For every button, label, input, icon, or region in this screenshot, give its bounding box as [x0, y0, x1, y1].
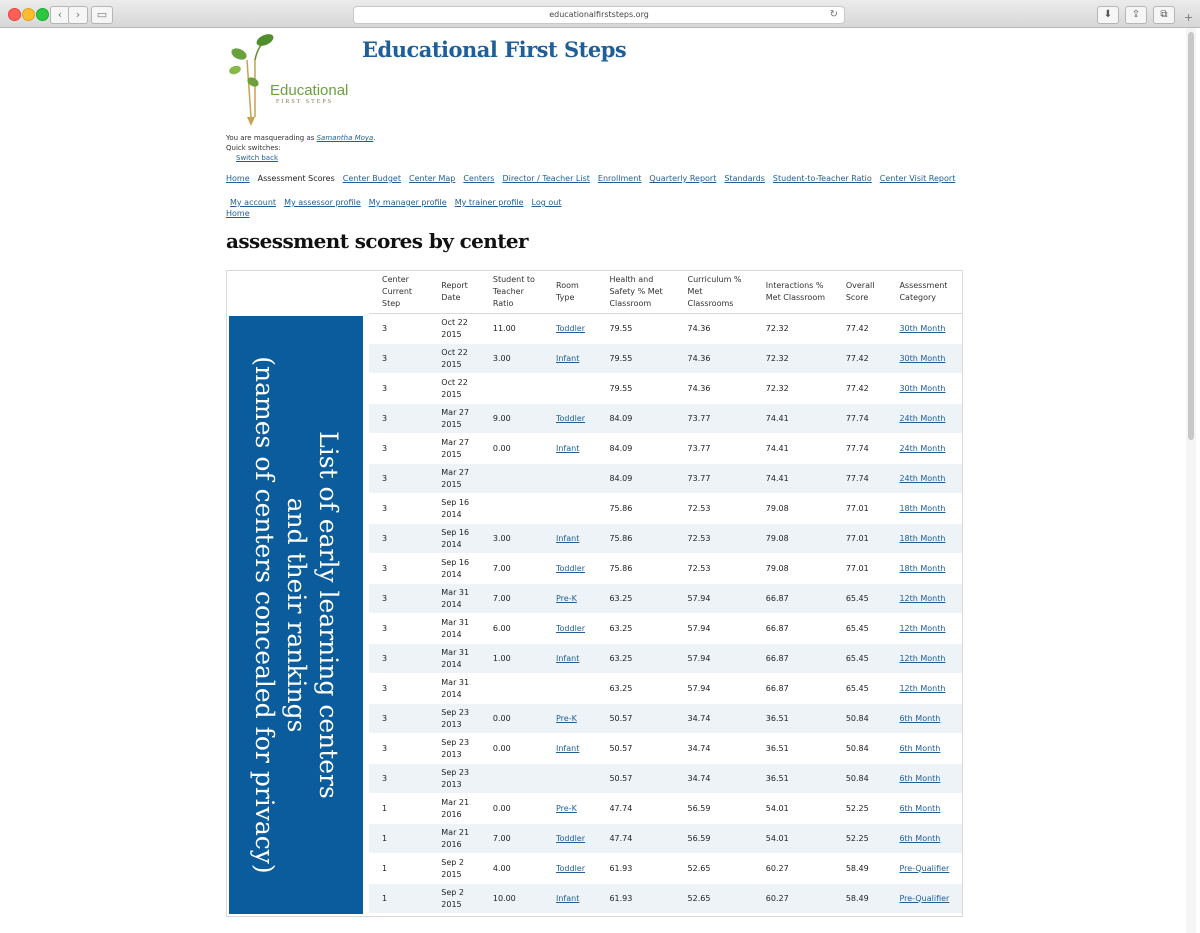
- table-cell: 3: [369, 524, 428, 554]
- table-cell: 77.74: [833, 464, 887, 494]
- column-header: Health and Safety % Met Classroom: [596, 271, 674, 314]
- assessment-category-link[interactable]: 24th Month: [899, 473, 946, 483]
- table-cell: 57.94: [675, 584, 753, 614]
- table-cell: [886, 794, 962, 824]
- table-cell: [543, 734, 596, 764]
- table-cell: 75.86: [596, 494, 674, 524]
- table-cell: [543, 764, 596, 794]
- primary-menu: [226, 173, 966, 185]
- table-cell: Mar 21 2016: [428, 794, 480, 824]
- table-cell: 79.55: [596, 344, 674, 374]
- table-cell: [886, 884, 962, 914]
- table-cell: [886, 344, 962, 374]
- room-type-link[interactable]: Toddler: [556, 623, 586, 633]
- room-type-link[interactable]: Toddler: [556, 833, 586, 843]
- table-cell: 73.77: [675, 404, 753, 434]
- table-cell: 3: [369, 434, 428, 464]
- table-cell: 3.00: [480, 344, 543, 374]
- tabs-icon[interactable]: ⧉: [1153, 6, 1175, 24]
- table-row: [369, 524, 962, 554]
- masquerade-suffix: .: [373, 134, 376, 142]
- table-cell: [886, 704, 962, 734]
- table-cell: [543, 464, 596, 494]
- table-cell: [886, 524, 962, 554]
- table-cell: 3: [369, 644, 428, 674]
- table-cell: [543, 824, 596, 854]
- table-cell: 77.74: [833, 434, 887, 464]
- table-cell: 3: [369, 404, 428, 434]
- table-cell: 3.00: [480, 524, 543, 554]
- table-cell: [886, 314, 962, 344]
- table-cell: [886, 674, 962, 704]
- breadcrumb-home[interactable]: Home: [226, 209, 250, 218]
- column-header: Interactions % Met Classroom: [753, 271, 833, 314]
- menu-student-teacher-ratio[interactable]: Student-to-Teacher Ratio: [772, 174, 872, 183]
- table-cell: 60.27: [753, 884, 833, 914]
- share-icon[interactable]: ⇪: [1125, 6, 1147, 24]
- table-cell: [543, 584, 596, 614]
- column-header: Curriculum % Met Classrooms: [675, 271, 753, 314]
- table-cell: Sep 16 2014: [428, 554, 480, 584]
- table-cell: [480, 464, 543, 494]
- table-cell: 79.55: [596, 374, 674, 404]
- assessment-category-link[interactable]: 18th Month: [899, 563, 946, 573]
- table-cell: [543, 524, 596, 554]
- table-cell: Mar 31 2014: [428, 584, 480, 614]
- table-cell: 74.41: [753, 464, 833, 494]
- privacy-line-1: List of early learning centers: [314, 431, 343, 799]
- column-header: Center Current Step: [369, 271, 428, 314]
- table-cell: 50.57: [596, 734, 674, 764]
- table-cell: 57.94: [675, 674, 753, 704]
- table-cell: [543, 794, 596, 824]
- table-cell: 84.09: [596, 464, 674, 494]
- table-cell: 75.86: [596, 554, 674, 584]
- menu-log-out[interactable]: Log out: [531, 198, 562, 207]
- table-cell: 3: [369, 374, 428, 404]
- table-cell: 3: [369, 314, 428, 344]
- room-type-link[interactable]: Pre-K: [556, 593, 577, 603]
- menu-quarterly-report[interactable]: Quarterly Report: [649, 174, 717, 183]
- table-cell: Mar 21 2016: [428, 824, 480, 854]
- browser-toolbar: [0, 0, 1200, 28]
- table-cell: 1.00: [480, 644, 543, 674]
- table-cell: [543, 434, 596, 464]
- scores-table: [369, 271, 962, 914]
- table-cell: 57.94: [675, 644, 753, 674]
- table-row: [369, 764, 962, 794]
- column-header: Report Date: [428, 271, 480, 314]
- table-cell: 36.51: [753, 704, 833, 734]
- table-cell: 1: [369, 824, 428, 854]
- table-cell: 7.00: [480, 824, 543, 854]
- table-cell: 58.49: [833, 854, 887, 884]
- table-cell: 77.42: [833, 314, 887, 344]
- table-cell: [543, 494, 596, 524]
- menu-center-map[interactable]: Center Map: [408, 174, 456, 183]
- table-cell: 50.84: [833, 764, 887, 794]
- table-cell: 6.00: [480, 614, 543, 644]
- table-cell: Mar 27 2015: [428, 434, 480, 464]
- table-row: [369, 344, 962, 374]
- table-cell: 36.51: [753, 734, 833, 764]
- table-row: [369, 794, 962, 824]
- table-cell: Sep 23 2013: [428, 704, 480, 734]
- table-cell: 77.74: [833, 404, 887, 434]
- table-cell: 3: [369, 554, 428, 584]
- privacy-overlay-text: [229, 316, 363, 914]
- table-cell: Sep 2 2015: [428, 884, 480, 914]
- table-cell: 34.74: [675, 704, 753, 734]
- table-cell: 72.53: [675, 554, 753, 584]
- logo-icon: [225, 32, 365, 127]
- assessment-category-link[interactable]: 30th Month: [899, 353, 946, 363]
- menu-director-teacher-list[interactable]: Director / Teacher List: [502, 174, 590, 183]
- table-cell: [543, 314, 596, 344]
- quick-switches-label: Quick switches:: [226, 144, 281, 152]
- assessment-category-link[interactable]: 18th Month: [899, 503, 946, 513]
- table-cell: 3: [369, 344, 428, 374]
- table-cell: 7.00: [480, 554, 543, 584]
- table-row: [369, 464, 962, 494]
- assessment-category-link[interactable]: 12th Month: [899, 653, 946, 663]
- table-cell: 66.87: [753, 614, 833, 644]
- table-cell: 54.01: [753, 824, 833, 854]
- table-cell: 79.08: [753, 524, 833, 554]
- menu-center-budget[interactable]: Center Budget: [342, 174, 401, 183]
- table-cell: 3: [369, 464, 428, 494]
- table-row: [369, 824, 962, 854]
- table-cell: Sep 16 2014: [428, 494, 480, 524]
- back-icon[interactable]: ‹: [50, 6, 70, 24]
- assessment-category-link[interactable]: 18th Month: [899, 533, 946, 543]
- table-cell: 52.25: [833, 824, 887, 854]
- table-cell: [543, 644, 596, 674]
- table-cell: 52.65: [675, 854, 753, 884]
- table-cell: 73.77: [675, 464, 753, 494]
- table-cell: [543, 704, 596, 734]
- table-cell: [886, 764, 962, 794]
- table-cell: 50.57: [596, 764, 674, 794]
- menu-my-trainer-profile[interactable]: My trainer profile: [454, 198, 524, 207]
- table-cell: 0.00: [480, 434, 543, 464]
- table-cell: 9.00: [480, 404, 543, 434]
- table-cell: 57.94: [675, 614, 753, 644]
- room-type-link[interactable]: Infant: [556, 653, 580, 663]
- menu-standards[interactable]: Standards: [724, 174, 765, 183]
- table-cell: 75.86: [596, 524, 674, 554]
- table-cell: 74.41: [753, 404, 833, 434]
- table-cell: [886, 554, 962, 584]
- zoom-window-button[interactable]: [36, 8, 49, 21]
- table-cell: Sep 16 2014: [428, 524, 480, 554]
- forward-icon[interactable]: ›: [68, 6, 88, 24]
- column-header: Room Type: [543, 271, 596, 314]
- assessment-category-link[interactable]: 12th Month: [899, 593, 946, 603]
- room-type-link[interactable]: Toddler: [556, 323, 586, 333]
- table-cell: 66.87: [753, 644, 833, 674]
- table-cell: 65.45: [833, 644, 887, 674]
- table-cell: 63.25: [596, 644, 674, 674]
- masquerade-notice: [226, 133, 376, 153]
- table-cell: 77.42: [833, 374, 887, 404]
- table-row: [369, 734, 962, 764]
- switch-back-link[interactable]: Switch back: [236, 154, 279, 162]
- table-cell: 3: [369, 584, 428, 614]
- table-cell: [886, 494, 962, 524]
- table-cell: 84.09: [596, 404, 674, 434]
- room-type-link[interactable]: Infant: [556, 893, 580, 903]
- table-cell: 61.93: [596, 884, 674, 914]
- table-cell: 60.27: [753, 854, 833, 884]
- table-row: [369, 854, 962, 884]
- table-cell: [543, 404, 596, 434]
- menu-centers[interactable]: Centers: [463, 174, 495, 183]
- table-row: [369, 614, 962, 644]
- scrollbar-thumb[interactable]: [1188, 32, 1194, 440]
- room-type-link[interactable]: Toddler: [556, 413, 586, 423]
- table-cell: [543, 884, 596, 914]
- table-cell: 77.42: [833, 344, 887, 374]
- table-cell: Mar 31 2014: [428, 614, 480, 644]
- table-cell: Mar 31 2014: [428, 674, 480, 704]
- assessment-category-link[interactable]: 12th Month: [899, 623, 946, 633]
- table-cell: 77.01: [833, 554, 887, 584]
- table-row: [369, 884, 962, 914]
- table-cell: [886, 404, 962, 434]
- column-header: Student to Teacher Ratio: [480, 271, 543, 314]
- privacy-line-3: (names of centers concealed for privacy): [250, 356, 279, 874]
- assessment-category-link[interactable]: 6th Month: [899, 713, 941, 723]
- table-cell: 10.00: [480, 884, 543, 914]
- table-cell: Oct 22 2015: [428, 374, 480, 404]
- reload-icon[interactable]: ↻: [829, 9, 838, 20]
- assessment-category-link[interactable]: 6th Month: [899, 743, 941, 753]
- table-cell: 1: [369, 884, 428, 914]
- table-cell: 54.01: [753, 794, 833, 824]
- table-cell: 79.08: [753, 554, 833, 584]
- table-row: [369, 584, 962, 614]
- table-cell: [543, 344, 596, 374]
- table-row: [369, 704, 962, 734]
- table-cell: 3: [369, 704, 428, 734]
- room-type-link[interactable]: Pre-K: [556, 803, 577, 813]
- room-type-link[interactable]: Pre-K: [556, 713, 577, 723]
- table-row: [369, 644, 962, 674]
- assessment-category-link[interactable]: 12th Month: [899, 683, 946, 693]
- table-cell: 58.49: [833, 884, 887, 914]
- menu-center-visit-report[interactable]: Center Visit Report: [879, 174, 956, 183]
- scrollbar[interactable]: [1186, 28, 1196, 933]
- column-header: Overall Score: [833, 271, 887, 314]
- table-cell: Sep 23 2013: [428, 734, 480, 764]
- table-cell: [543, 554, 596, 584]
- table-cell: 74.36: [675, 344, 753, 374]
- table-cell: 11.00: [480, 314, 543, 344]
- assessment-category-link[interactable]: 6th Month: [899, 773, 941, 783]
- table-cell: [886, 374, 962, 404]
- table-cell: 36.51: [753, 764, 833, 794]
- table-cell: [543, 674, 596, 704]
- table-cell: 7.00: [480, 584, 543, 614]
- table-cell: [886, 734, 962, 764]
- site-title[interactable]: Educational First Steps: [362, 37, 627, 62]
- table-cell: 50.84: [833, 734, 887, 764]
- privacy-line-2: and their rankings: [282, 497, 311, 733]
- table-row: [369, 674, 962, 704]
- table-cell: 74.36: [675, 314, 753, 344]
- table-cell: 52.25: [833, 794, 887, 824]
- table-cell: 79.08: [753, 494, 833, 524]
- table-cell: 72.32: [753, 344, 833, 374]
- table-cell: 34.74: [675, 734, 753, 764]
- assessment-category-link[interactable]: 6th Month: [899, 803, 941, 813]
- table-cell: 3: [369, 674, 428, 704]
- table-cell: Mar 31 2014: [428, 644, 480, 674]
- download-icon[interactable]: ⬇: [1097, 6, 1119, 24]
- table-cell: [886, 614, 962, 644]
- table-header-row: [369, 271, 962, 314]
- menu-home[interactable]: Home: [226, 174, 250, 183]
- table-cell: 47.74: [596, 824, 674, 854]
- table-cell: [886, 824, 962, 854]
- logo-subtitle: FIRST STEPS: [276, 99, 334, 105]
- table-cell: [480, 494, 543, 524]
- table-cell: 3: [369, 614, 428, 644]
- table-cell: 72.32: [753, 374, 833, 404]
- table-cell: Oct 22 2015: [428, 344, 480, 374]
- table-row: [369, 434, 962, 464]
- table-cell: 73.77: [675, 434, 753, 464]
- table-cell: 50.84: [833, 704, 887, 734]
- table-cell: 1: [369, 854, 428, 884]
- page-title: assessment scores by center: [226, 229, 528, 253]
- table-cell: 65.45: [833, 584, 887, 614]
- room-type-link[interactable]: Infant: [556, 443, 580, 453]
- table-cell: 56.59: [675, 794, 753, 824]
- table-cell: [543, 374, 596, 404]
- assessment-category-link[interactable]: 6th Month: [899, 833, 941, 843]
- table-row: [369, 554, 962, 584]
- minimize-window-button[interactable]: [22, 8, 35, 21]
- table-cell: 79.55: [596, 314, 674, 344]
- table-cell: [886, 854, 962, 884]
- address-bar[interactable]: [353, 6, 845, 24]
- table-cell: 65.45: [833, 614, 887, 644]
- table-cell: 63.25: [596, 584, 674, 614]
- assessment-category-link[interactable]: 30th Month: [899, 323, 946, 333]
- table-cell: 4.00: [480, 854, 543, 884]
- column-header: Assessment Category: [886, 271, 962, 314]
- table-cell: 74.41: [753, 434, 833, 464]
- table-cell: Sep 2 2015: [428, 854, 480, 884]
- url-text: educationalfirststeps.org: [549, 10, 649, 19]
- table-cell: [480, 764, 543, 794]
- table-cell: 0.00: [480, 794, 543, 824]
- table-cell: 0.00: [480, 704, 543, 734]
- table-cell: Mar 27 2015: [428, 404, 480, 434]
- table-cell: 0.00: [480, 734, 543, 764]
- table-cell: 63.25: [596, 674, 674, 704]
- table-cell: 63.25: [596, 614, 674, 644]
- table-cell: 56.59: [675, 824, 753, 854]
- table-row: [369, 494, 962, 524]
- table-cell: 3: [369, 494, 428, 524]
- masquerade-prefix: You are masquerading as: [226, 134, 317, 142]
- menu-enrollment[interactable]: Enrollment: [597, 174, 642, 183]
- table-cell: 3: [369, 764, 428, 794]
- table-row: [369, 404, 962, 434]
- masquerade-user-link[interactable]: Samantha Moya: [316, 134, 374, 142]
- table-cell: 72.53: [675, 524, 753, 554]
- assessment-category-link[interactable]: Pre-Qualifier: [899, 893, 950, 903]
- table-cell: [886, 464, 962, 494]
- room-type-link[interactable]: Infant: [556, 353, 580, 363]
- room-type-link[interactable]: Toddler: [556, 863, 586, 873]
- table-cell: 61.93: [596, 854, 674, 884]
- table-cell: Mar 27 2015: [428, 464, 480, 494]
- menu-assessment-scores[interactable]: Assessment Scores: [257, 174, 335, 183]
- table-cell: 34.74: [675, 764, 753, 794]
- room-type-link[interactable]: Infant: [556, 743, 580, 753]
- table-cell: [886, 644, 962, 674]
- add-tab-icon[interactable]: +: [1184, 11, 1194, 24]
- table-cell: 72.32: [753, 314, 833, 344]
- assessment-category-link[interactable]: 24th Month: [899, 413, 946, 423]
- table-cell: 77.01: [833, 494, 887, 524]
- table-cell: 74.36: [675, 374, 753, 404]
- table-cell: 77.01: [833, 524, 887, 554]
- table-cell: 65.45: [833, 674, 887, 704]
- room-type-link[interactable]: Infant: [556, 533, 580, 543]
- room-type-link[interactable]: Toddler: [556, 563, 586, 573]
- logo-text: Educational: [270, 82, 349, 99]
- table-cell: Oct 22 2015: [428, 314, 480, 344]
- table-cell: 50.57: [596, 704, 674, 734]
- table-cell: [886, 434, 962, 464]
- table-cell: [543, 854, 596, 884]
- menu-my-account[interactable]: My account: [230, 198, 277, 207]
- close-window-button[interactable]: [8, 8, 21, 21]
- table-cell: 3: [369, 734, 428, 764]
- table-cell: 72.53: [675, 494, 753, 524]
- menu-my-assessor-profile[interactable]: My assessor profile: [284, 198, 361, 207]
- table-cell: [480, 374, 543, 404]
- table-cell: 66.87: [753, 584, 833, 614]
- table-cell: 66.87: [753, 674, 833, 704]
- table-cell: 52.65: [675, 884, 753, 914]
- table-cell: Sep 23 2013: [428, 764, 480, 794]
- table-cell: 1: [369, 794, 428, 824]
- sidebar-icon[interactable]: ▭: [91, 6, 113, 24]
- table-cell: [886, 584, 962, 614]
- table-cell: 47.74: [596, 794, 674, 824]
- secondary-menu: [230, 197, 569, 209]
- table-cell: 84.09: [596, 434, 674, 464]
- assessment-category-link[interactable]: 24th Month: [899, 443, 946, 453]
- table-row: [369, 374, 962, 404]
- table-body: [369, 314, 962, 914]
- menu-my-manager-profile[interactable]: My manager profile: [368, 198, 447, 207]
- assessment-category-link[interactable]: Pre-Qualifier: [899, 863, 950, 873]
- table-cell: [543, 614, 596, 644]
- table-cell: [480, 674, 543, 704]
- table-row: [369, 314, 962, 344]
- assessment-category-link[interactable]: 30th Month: [899, 383, 946, 393]
